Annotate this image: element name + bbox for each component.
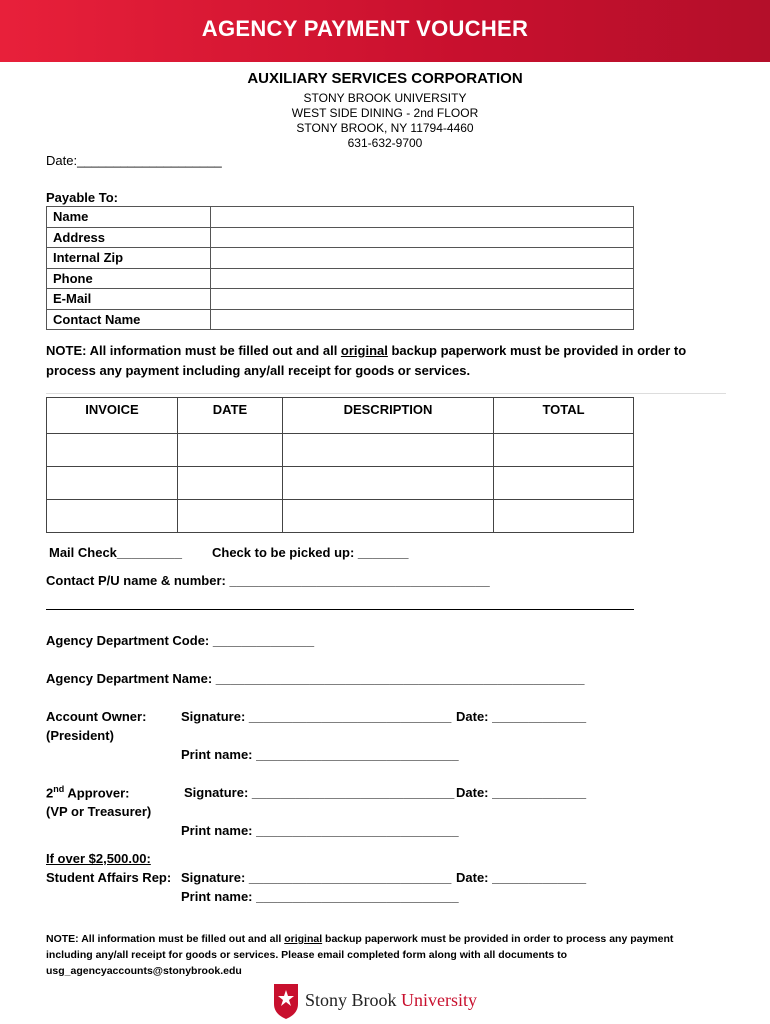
- note-top-underlined: original: [340, 343, 388, 358]
- contact-pu-field[interactable]: Contact P/U name & number: ____________________________________: [46, 573, 490, 588]
- account-owner-sub: (President): [46, 728, 114, 743]
- approver-label-num: 2: [46, 785, 54, 801]
- form-title: AGENCY PAYMENT VOUCHER: [201, 16, 529, 41]
- contact-name-input[interactable]: [211, 309, 634, 330]
- org-phone: 631-632-9700: [347, 136, 423, 150]
- date-field[interactable]: Date:____________________: [46, 153, 222, 168]
- blank-line[interactable]: [46, 609, 634, 610]
- table-row: [47, 248, 634, 269]
- account-owner-label: Account Owner:: [46, 709, 147, 724]
- mail-check-field[interactable]: Mail Check_________: [49, 545, 182, 560]
- invoice-cell[interactable]: [47, 500, 178, 533]
- payable-heading: Payable To:: [46, 190, 119, 205]
- total-cell[interactable]: [494, 500, 634, 533]
- row-label: Phone: [47, 268, 211, 289]
- row-label: Internal Zip: [47, 248, 211, 269]
- threshold-label: If over $2,500.00:: [46, 851, 151, 866]
- description-cell[interactable]: [283, 434, 494, 467]
- table-row: [47, 467, 634, 500]
- col-date: DATE: [178, 398, 283, 434]
- table-row: [47, 207, 634, 228]
- table-row: [47, 309, 634, 330]
- note-bottom-underlined: original: [284, 933, 323, 945]
- table-header-row: [47, 398, 634, 434]
- name-input[interactable]: [211, 207, 634, 228]
- invoice-cell[interactable]: [47, 434, 178, 467]
- logo-word-stony-brook: Stony Brook: [305, 990, 402, 1010]
- note-bottom-text-rest: backup paperwork must be provided in order to process any payment including any/all receipt for goods or services. Please email completed form along with all documents to usg_agencyaccounts@stonybrook.edu: [46, 933, 674, 977]
- payable-table: [46, 206, 634, 330]
- table-row: [47, 434, 634, 467]
- owner-date-field[interactable]: Date: _____________: [456, 709, 587, 724]
- approver-print-field[interactable]: Print name: ____________________________: [181, 823, 459, 838]
- row-label: Name: [47, 207, 211, 228]
- approver-label: [46, 784, 129, 800]
- date-cell[interactable]: [178, 434, 283, 467]
- approver-signature-field[interactable]: Signature: ____________________________: [184, 785, 455, 800]
- internal-zip-input[interactable]: [211, 248, 634, 269]
- note-bottom-text: NOTE: All information must be filled out and all: [46, 933, 285, 945]
- student-affairs-date-field[interactable]: Date: _____________: [456, 870, 587, 885]
- row-label: Address: [47, 227, 211, 248]
- row-label: Contact Name: [47, 309, 211, 330]
- date-cell[interactable]: [178, 500, 283, 533]
- owner-print-field[interactable]: Print name: ____________________________: [181, 747, 459, 762]
- approver-date-field[interactable]: Date: _____________: [456, 785, 587, 800]
- row-label: E-Mail: [47, 289, 211, 310]
- phone-input[interactable]: [211, 268, 634, 289]
- shield-icon: [273, 982, 299, 1020]
- total-cell[interactable]: [494, 434, 634, 467]
- org-line-location: WEST SIDE DINING - 2nd FLOOR: [291, 106, 479, 120]
- table-row: [47, 289, 634, 310]
- approver-label-sup: nd: [53, 784, 65, 794]
- note-top: [46, 341, 706, 381]
- total-cell[interactable]: [494, 467, 634, 500]
- date-cell[interactable]: [178, 467, 283, 500]
- col-total: TOTAL: [494, 398, 634, 434]
- agency-name-field[interactable]: Agency Department Name: ___________________________________________________: [46, 671, 585, 686]
- org-name: AUXILIARY SERVICES CORPORATION: [247, 70, 523, 87]
- invoice-cell[interactable]: [47, 467, 178, 500]
- note-bottom: [46, 931, 716, 979]
- note-top-text: NOTE: All information must be filled out and all: [46, 343, 341, 358]
- table-row: [47, 500, 634, 533]
- table-row: [47, 268, 634, 289]
- divider: [46, 393, 726, 394]
- description-cell[interactable]: [283, 467, 494, 500]
- table-row: [47, 227, 634, 248]
- logo-word-university: University: [401, 990, 478, 1010]
- col-invoice: INVOICE: [47, 398, 178, 434]
- student-affairs-signature-field[interactable]: Signature: ____________________________: [181, 870, 452, 885]
- email-input[interactable]: [211, 289, 634, 310]
- university-logo: [273, 982, 513, 1020]
- approver-sub: (VP or Treasurer): [46, 804, 152, 819]
- approver-label-rest: Approver:: [64, 785, 130, 801]
- invoice-table: [46, 397, 634, 533]
- org-line-university: STONY BROOK UNIVERSITY: [303, 91, 467, 105]
- student-affairs-label: Student Affairs Rep:: [46, 870, 172, 885]
- logo-wordmark: [305, 990, 477, 1011]
- address-input[interactable]: [211, 227, 634, 248]
- check-pickup-field[interactable]: Check to be picked up: _______: [212, 545, 409, 560]
- agency-code-field[interactable]: Agency Department Code: ______________: [46, 633, 315, 648]
- note-top-text-rest: backup paperwork must be provided in order to process any payment including any/all receipt for goods or services.: [46, 343, 687, 378]
- student-affairs-print-field[interactable]: Print name: ____________________________: [181, 889, 459, 904]
- org-line-city: STONY BROOK, NY 11794-4460: [296, 121, 474, 135]
- owner-signature-field[interactable]: Signature: ____________________________: [181, 709, 452, 724]
- col-description: DESCRIPTION: [283, 398, 494, 434]
- description-cell[interactable]: [283, 500, 494, 533]
